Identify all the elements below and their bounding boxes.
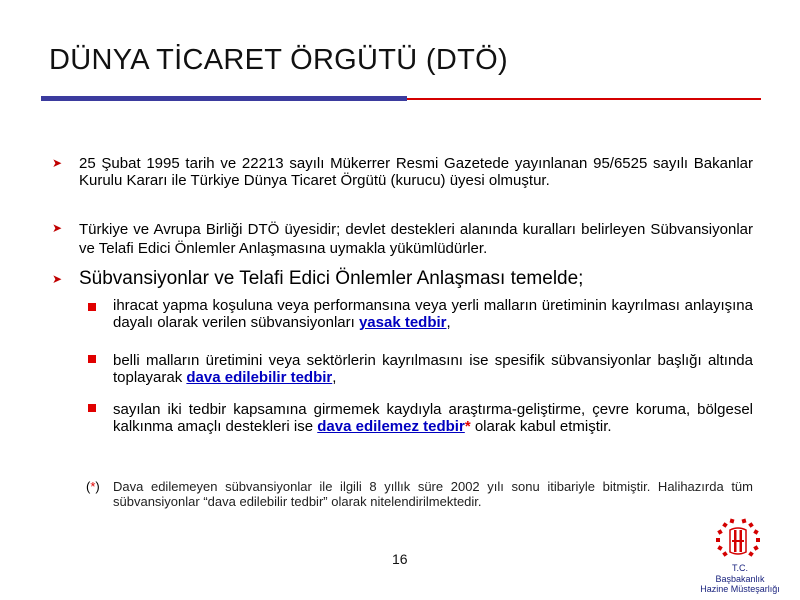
sub-bullet-item xyxy=(113,297,753,331)
slide-title: DÜNYA TİCARET ÖRGÜTÜ (DTÖ) xyxy=(49,44,508,76)
arrow-bullet-icon: ➤ xyxy=(52,156,63,170)
org-name xyxy=(690,563,790,595)
sub-bullet-item xyxy=(113,352,753,386)
footnote-star: * xyxy=(464,418,471,435)
arrow-bullet-icon: ➤ xyxy=(52,272,63,286)
sub-bullet-item xyxy=(113,401,753,435)
square-bullet-icon xyxy=(88,404,96,412)
square-bullet-icon xyxy=(88,355,96,363)
footnote-paren: ) xyxy=(95,479,100,494)
sub-bullet-text: ihracat yapma koşuluna veya performansına veya yerli malların üretiminin kayrılması anlayışına dayalı olarak verilen sübvansiyonları xyxy=(113,297,753,331)
bullet-item: Sübvansiyonlar ve Telafi Edici Önlemler Anlaşması temelde; xyxy=(79,268,584,289)
sub-bullet-text: belli malların üretimini veya sektörlerin kayrılmasını ise spesifik sübvansiyonlar başlığı altında toplayarak xyxy=(113,352,753,386)
sub-bullet-text: sayılan iki tedbir kapsamına girmemek kaydıyla araştırma-geliştirme, çevre koruma, bölgesel kalkınma amaçlı destekleri ise xyxy=(113,401,753,435)
org-line: T.C. xyxy=(731,563,748,573)
org-line: Başbakanlık xyxy=(715,573,765,584)
bullet-item: 25 Şubat 1995 tarih ve 22213 sayılı Mükerrer Resmi Gazetede yayınlanan 95/6525 sayılı Bakanlar Kurulu Kararı ile Türkiye Dünya Ticaret Örgütü (kurucu) üyesi olmuştur. xyxy=(79,155,753,189)
footnote-paren: ( xyxy=(86,479,91,494)
sub-bullet-text: olarak kabul etmiştir. xyxy=(470,418,612,435)
org-line: Hazine Müsteşarlığı xyxy=(700,584,780,594)
footnote-text: Dava edilemeyen sübvansiyonlar ile ilgili 8 yıllık süre 2002 yılı sonu itibariyle bitmiştir. Halihazırda tüm sübvansiyonlar “dava edilebilir tedbir” olarak nitelendirilmektedir. xyxy=(113,479,753,509)
footnote-mark xyxy=(86,479,100,494)
term-link[interactable]: yasak tedbir xyxy=(358,314,447,331)
page-number: 16 xyxy=(392,551,408,567)
bullet-item: Türkiye ve Avrupa Birliği DTÖ üyesidir; devlet destekleri alanında kuralları belirleyen Sübvansiyonlar ve Telafi Edici Önlemler Anlaşmasına uymakla yükümlüdürler. xyxy=(79,221,753,257)
footnote-star: * xyxy=(90,479,96,494)
term-link[interactable]: dava edilemez tedbir xyxy=(317,418,465,435)
term-link[interactable]: dava edilebilir tedbir xyxy=(186,369,333,386)
sub-bullet-text: , xyxy=(446,314,451,331)
sub-bullet-text: , xyxy=(332,369,337,386)
arrow-bullet-icon: ➤ xyxy=(52,221,63,235)
treasury-logo-icon xyxy=(714,518,762,562)
square-bullet-icon xyxy=(88,303,96,311)
